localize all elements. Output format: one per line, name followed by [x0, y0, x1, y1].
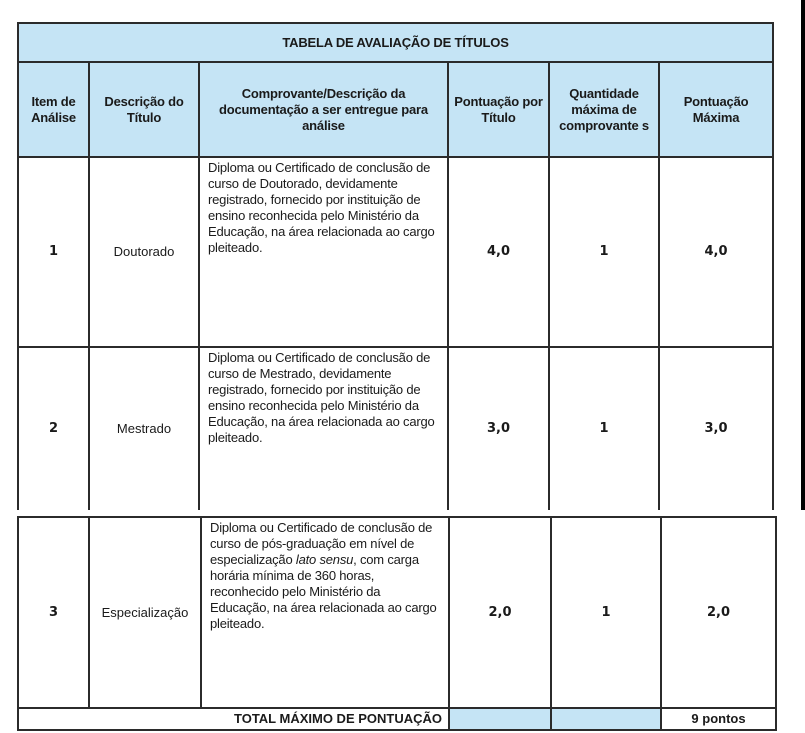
row-pontuacao-max: 2,0	[661, 517, 776, 708]
col-header-qtd-max: Quantidade máxima de comprovante s	[549, 62, 659, 157]
col-header-comprovante: Comprovante/Descrição da documentação a ser entregue para análise	[199, 62, 448, 157]
row-item: 3	[18, 517, 89, 708]
total-empty-cell	[551, 708, 661, 730]
evaluation-table-bottom	[17, 516, 777, 731]
row-comprovante: Diploma ou Certificado de conclusão de curso de Mestrado, devidamente registrado, fornecido por instituição de ensino reconhecida pelo Ministério da Educação, na área relacionada ao cargo pleiteado.	[199, 347, 448, 510]
row-item: 2	[18, 347, 89, 510]
table-title: TABELA DE AVALIAÇÃO DE TÍTULOS	[18, 23, 773, 62]
table-row	[18, 347, 773, 510]
row-comprovante-italic: lato sensu	[295, 552, 354, 567]
col-header-pontuacao-max: Pontuação Máxima	[659, 62, 773, 157]
row-qtd-max: 1	[549, 157, 659, 347]
row-comprovante	[201, 517, 449, 708]
row-comprovante: Diploma ou Certificado de conclusão de curso de Doutorado, devidamente registrado, fornecido por instituição de ensino reconhecida pelo Ministério da Educação, na área relacionada ao cargo pleiteado.	[199, 157, 448, 347]
total-label: TOTAL MÁXIMO DE PONTUAÇÃO	[18, 708, 449, 730]
table-row	[18, 157, 773, 347]
row-titulo	[89, 517, 201, 708]
row-qtd-max: 1	[551, 517, 661, 708]
row-titulo: Doutorado	[89, 157, 199, 347]
row-item: 1	[18, 157, 89, 347]
row-pontuacao-titulo: 4,0	[448, 157, 549, 347]
col-header-pontuacao-titulo: Pontuação por Título	[448, 62, 549, 157]
total-value: 9 pontos	[661, 708, 776, 730]
row-comprovante-pre: Diploma ou Certificado de conclusão de curso de pós-graduação em nível de especialização	[210, 520, 433, 567]
total-row	[18, 708, 776, 730]
row-comprovante-post: , com carga horária mínima de 360 horas, reconhecido pelo Ministério da Educação, na área relacionada ao cargo pleiteado.	[210, 552, 437, 631]
row-titulo: Mestrado	[89, 347, 199, 510]
row-pontuacao-max: 4,0	[659, 157, 773, 347]
column-header-row	[18, 62, 773, 157]
total-empty-cell	[449, 708, 551, 730]
col-header-titulo: Descrição do Título	[89, 62, 199, 157]
row-pontuacao-titulo: 2,0	[449, 517, 551, 708]
page-edge-bar	[801, 0, 805, 510]
evaluation-table-top	[17, 22, 774, 510]
row-titulo-text: Especialização	[101, 604, 189, 620]
table-row	[18, 517, 776, 708]
row-pontuacao-max: 3,0	[659, 347, 773, 510]
col-header-item: Item de Análise	[18, 62, 89, 157]
row-pontuacao-titulo: 3,0	[448, 347, 549, 510]
row-qtd-max: 1	[549, 347, 659, 510]
